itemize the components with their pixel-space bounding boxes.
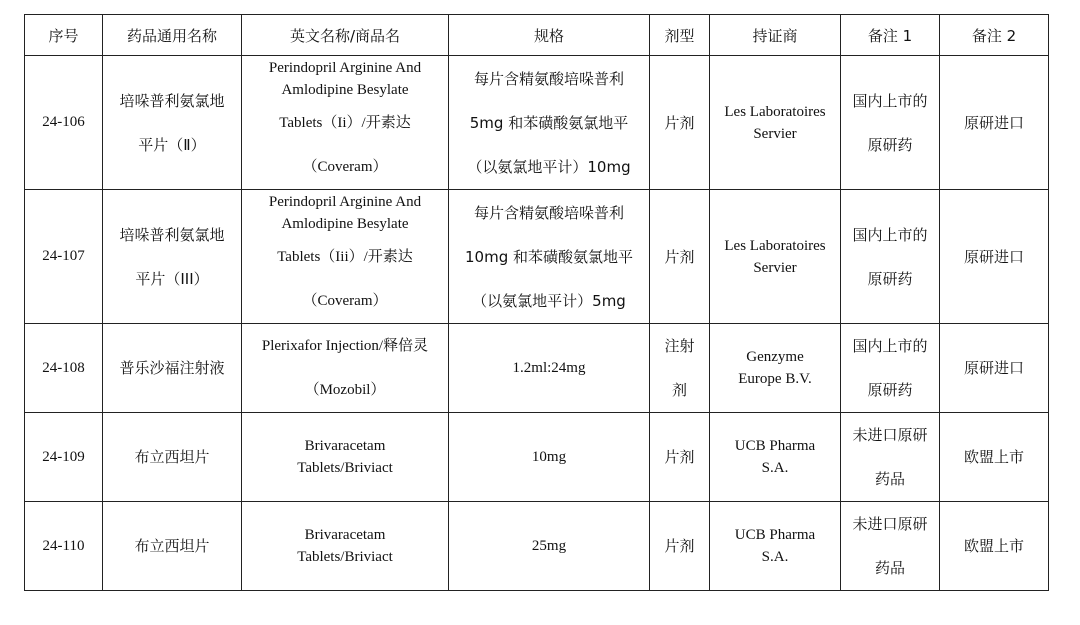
spec-line: 每片含精氨酸培哚普利 (473, 203, 624, 222)
col-header-dosage-form: 剂型 (650, 15, 710, 56)
dosage-form-line: 片剂 (664, 448, 695, 466)
english-name-line: Amlodipine Besylate (281, 215, 409, 232)
english-name-line: （Mozobil） (304, 382, 386, 398)
col-header-license-holder: 持证商 (710, 15, 841, 56)
note1-line: 药品 (874, 470, 905, 488)
english-name-line: Perindopril Arginine And (268, 193, 422, 210)
row-license-holder (710, 56, 841, 190)
row-note-2: 原研进口 (940, 190, 1049, 324)
row-generic-name (103, 413, 242, 502)
row-english-trade-name (242, 56, 449, 190)
dosage-form-line: 剂 (671, 381, 687, 399)
row-serial: 24-107 (25, 190, 103, 324)
spec-line: （以氨氯地平计）5mg (472, 291, 626, 310)
row-license-holder (710, 190, 841, 324)
row-dosage-form (650, 324, 710, 413)
holder-line: Les Laboratoires (724, 103, 826, 120)
col-header-note-2: 备注 2 (940, 15, 1049, 56)
holder-line: UCB Pharma (734, 527, 816, 543)
row-note-2: 原研进口 (940, 324, 1049, 413)
col-header-generic-name: 药品通用名称 (103, 15, 242, 56)
row-note-2: 欧盟上市 (940, 502, 1049, 591)
note1-line: 原研药 (867, 135, 913, 154)
spec-line: 25mg (531, 537, 567, 554)
english-name-line: Brivaracetam (304, 438, 386, 454)
row-dosage-form (650, 56, 710, 190)
generic-name-line: 平片（III） (135, 269, 209, 288)
spec-line: 每片含精氨酸培哚普利 (473, 69, 624, 88)
table-row (25, 502, 1049, 591)
holder-line: Europe B.V. (738, 371, 812, 387)
generic-name-line: 布立西坦片 (134, 537, 210, 555)
row-specification (449, 324, 650, 413)
holder-line: Servier (753, 125, 797, 142)
english-name-line: Tablets/Briviact (297, 460, 393, 476)
row-note-2: 欧盟上市 (940, 413, 1049, 502)
note1-line: 国内上市的 (852, 337, 928, 355)
generic-name-line: 布立西坦片 (134, 448, 210, 466)
row-license-holder (710, 502, 841, 591)
col-header-note-1: 备注 1 (841, 15, 940, 56)
note1-line: 未进口原研 (852, 515, 928, 533)
row-specification (449, 502, 650, 591)
row-dosage-form (650, 502, 710, 591)
note1-line: 国内上市的 (852, 225, 928, 244)
row-note-1 (841, 324, 940, 413)
generic-name-line: 培哚普利氨氯地 (119, 91, 225, 110)
row-specification (449, 190, 650, 324)
english-name-line: Plerixafor Injection/释倍灵 (261, 338, 429, 354)
holder-line: Servier (753, 259, 797, 276)
english-name-line: Perindopril Arginine And (268, 59, 422, 76)
row-generic-name (103, 502, 242, 591)
table-row (25, 190, 1049, 324)
dosage-form-line: 片剂 (664, 113, 695, 132)
row-serial: 24-109 (25, 413, 103, 502)
row-generic-name (103, 190, 242, 324)
holder-line: Les Laboratoires (724, 237, 826, 254)
row-english-trade-name (242, 413, 449, 502)
note1-line: 国内上市的 (852, 91, 928, 110)
spec-line: 1.2ml:24mg (512, 359, 586, 376)
row-note-1 (841, 56, 940, 190)
holder-line: S.A. (761, 549, 789, 565)
row-serial: 24-106 (25, 56, 103, 190)
generic-name-line: 普乐沙福注射液 (119, 359, 225, 377)
note1-line: 原研药 (867, 269, 913, 288)
row-license-holder (710, 324, 841, 413)
row-note-1 (841, 190, 940, 324)
col-header-specification: 规格 (449, 15, 650, 56)
spec-line: （以氨氯地平计）10mg (467, 157, 631, 176)
row-dosage-form (650, 413, 710, 502)
drug-list-table (24, 14, 1049, 591)
spec-line: 10mg 和苯磺酸氨氯地平 (465, 247, 633, 266)
english-name-line: Brivaracetam (304, 527, 386, 543)
english-name-line: Amlodipine Besylate (281, 81, 409, 98)
row-generic-name (103, 324, 242, 413)
row-note-2: 原研进口 (940, 56, 1049, 190)
english-name-line: Tablets（Ii）/开素达 (279, 114, 411, 131)
holder-line: S.A. (761, 460, 789, 476)
english-name-line: （Coveram） (302, 292, 388, 309)
note1-line: 药品 (874, 559, 905, 577)
dosage-form-line: 片剂 (664, 537, 695, 555)
dosage-form-line: 片剂 (664, 247, 695, 266)
generic-name-line: 平片（Ⅱ） (138, 135, 206, 154)
row-serial: 24-108 (25, 324, 103, 413)
row-dosage-form (650, 190, 710, 324)
col-header-english-trade-name: 英文名称/商品名 (242, 15, 449, 56)
row-english-trade-name (242, 502, 449, 591)
english-name-line: （Coveram） (302, 158, 388, 175)
row-note-1 (841, 413, 940, 502)
holder-line: Genzyme (746, 349, 804, 365)
row-serial: 24-110 (25, 502, 103, 591)
note1-line: 原研药 (867, 381, 913, 399)
row-license-holder (710, 413, 841, 502)
english-name-line: Tablets（Iii）/开素达 (277, 248, 413, 265)
spec-line: 10mg (531, 448, 567, 465)
generic-name-line: 培哚普利氨氯地 (119, 225, 225, 244)
holder-line: UCB Pharma (734, 438, 816, 454)
spec-line: 5mg 和苯磺酸氨氯地平 (469, 113, 629, 132)
header-row (25, 15, 1049, 56)
col-header-serial: 序号 (25, 15, 103, 56)
row-english-trade-name (242, 190, 449, 324)
table-row (25, 413, 1049, 502)
english-name-line: Tablets/Briviact (297, 549, 393, 565)
table-row (25, 56, 1049, 190)
table-row (25, 324, 1049, 413)
row-english-trade-name (242, 324, 449, 413)
row-generic-name (103, 56, 242, 190)
note1-line: 未进口原研 (852, 426, 928, 444)
row-specification (449, 413, 650, 502)
row-note-1 (841, 502, 940, 591)
row-specification (449, 56, 650, 190)
dosage-form-line: 注射 (664, 337, 695, 355)
